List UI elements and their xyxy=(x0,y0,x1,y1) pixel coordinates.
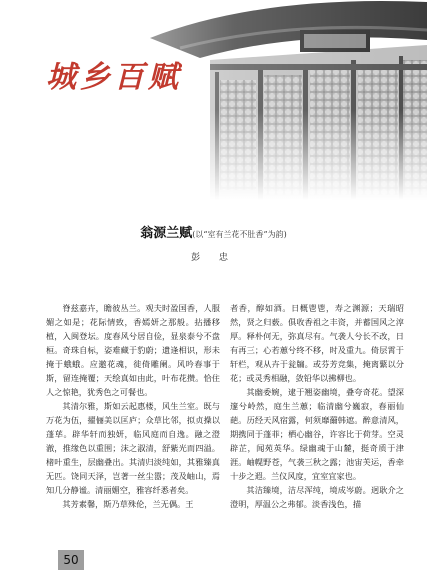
author-name: 彭 忠 xyxy=(191,253,236,263)
header-banner xyxy=(0,0,427,200)
text-column-right xyxy=(230,301,404,511)
page-number: 50 xyxy=(58,550,84,570)
paragraph: 者香，醇如酒。日概鬯鬯，寿之渊源；天瑞昭然，贤之归薮。俱收香祖之丰资，并蓄国风之淳厚。释朴何无，弥真尽有。气袭人兮长不改，日有再三；心若蕙兮终不移，时及重九。倚层霄于轩栏，观从卉于瓮牖。或芬芳竞集，掩离蘩以分花；或灵秀相融，敛铅华以拂柳也。 xyxy=(230,303,404,383)
section-title: 城乡百赋 xyxy=(46,60,182,95)
paragraph: 其洁臻境，洁尽浑纯，境成岑蔚。迥耿介之澄明，厚温公之弗郁。淡香浅色，描 xyxy=(230,485,404,509)
article-subtitle: (以“室有兰花不肚香”为韵) xyxy=(192,230,287,239)
article-title-block xyxy=(0,222,427,241)
chinese-pavilion-illustration xyxy=(0,0,427,200)
paragraph: 其幽委婉，逮于翘姿幽境，叠夸奇花。望深邃兮岭然，庭生兰蕙；临清幽兮巍寂，春丽仙葩。历经天风宿露，何须靡薾韩遮。醉意清风，期携同于蓬菲；栖心幽谷，许容比于荷芽。空灵辟芷，闻苑英华。绿幽魂于山麓，挺奇质于津涯。岫幌野苍，气袭三秋之露；池宙芙运，香牵十步之遐。兰仪风度，宜室宜家也。 xyxy=(230,387,404,481)
article-title: 翁源兰赋 xyxy=(140,226,193,241)
paragraph: 脊兹嘉卉，瞻彼丛兰。观夫时盈国香，人服媚之如是；花际情致，香嫣妍之那般。拈播移植，入闽登坛。度春风兮居自俭，显泉泰兮不盘桓。奇珠自标，姿难藏于豹蔚；遗逢相识，形未掩于蛾蛾。应邀花魂，徙倚雕阑。风吟春事于斯，留连掩覆；天绘真如由此，叶布花攒。恰住人之惊艳，犹秀色之可餐也。 xyxy=(46,303,220,397)
text-column-left xyxy=(46,301,220,511)
paragraph: 其清尔雅，斯如云起惠楼，风生兰室。既与万花为伍，擢俪美以匡庐；众草比邻，拟贞操以蓬荜。辟华轩而独妍，临风庭而自逸。融之澄澈，推缘色以重围；沫之淑清，舒紫光而四溢。楮叶重生，层幽叠出。其清归淡纯如，其雅臻真无匹。饶同天泽，岂著一丝尘嚣；茂及岫山，焉知几分静谧。清丽媚空，雅容纤悉者矣。 xyxy=(46,401,220,495)
paragraph: 其芳素馨，斯乃草殊伦，兰无偶。王 xyxy=(62,499,194,509)
